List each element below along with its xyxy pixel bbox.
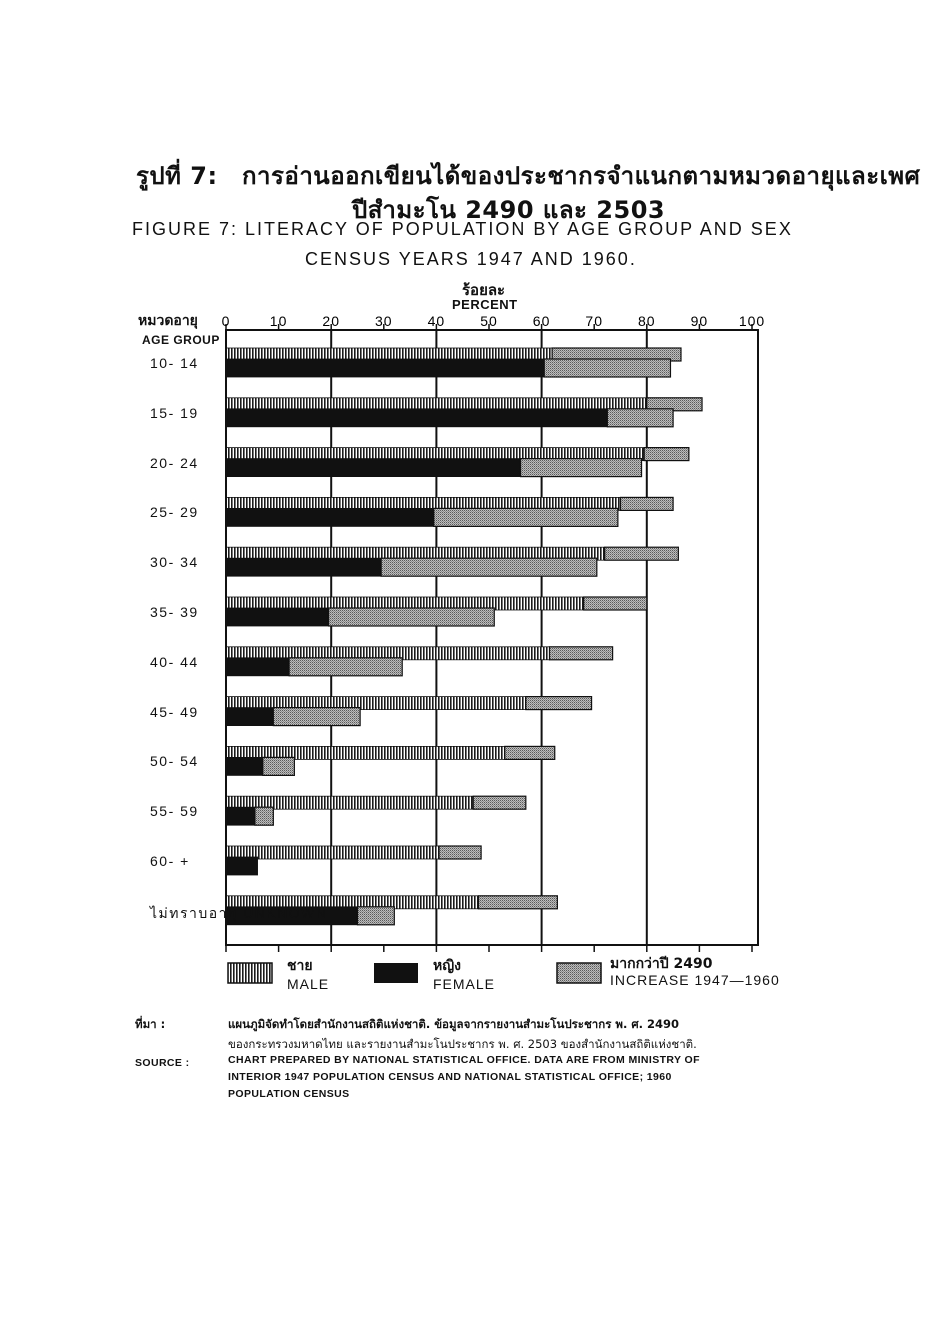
legend-increase-label: INCREASE 1947—1960 [610, 972, 780, 988]
tick-label-50: 50 [480, 313, 498, 329]
title-english-line2: CENSUS YEARS 1947 AND 1960. [305, 249, 637, 269]
bar-male-increase-10 [439, 846, 481, 859]
bar-female-2 [226, 459, 521, 477]
age-group-label-thai: หมวดอายุ [138, 313, 198, 329]
bar-male-increase-8 [505, 746, 555, 759]
source-label: SOURCE : [135, 1057, 190, 1069]
legend-male-label: MALE [287, 976, 330, 992]
source-label-thai: ที่มา : [135, 1017, 166, 1031]
tick-label-60: 60 [532, 313, 551, 329]
title-thai-line2: ปีสำมะโน 2490 และ 2503 [352, 196, 666, 224]
category-label-9: 55- 59 [150, 803, 199, 820]
legend-female-label: FEMALE [433, 976, 496, 992]
bar-male-increase-2 [644, 448, 689, 461]
bar-female-4 [226, 558, 381, 576]
legend-female-swatch [373, 962, 419, 984]
tick-label-0: 0 [221, 313, 231, 329]
bar-female-8 [226, 757, 263, 775]
category-label-7: 45- 49 [150, 703, 199, 720]
tick-label-30: 30 [375, 313, 393, 329]
bar-female-increase-2 [521, 459, 642, 477]
bar-female-3 [226, 508, 434, 526]
tick-label-100: 100 [738, 313, 766, 329]
figure-label-thai: รูปที่ 7: [136, 162, 218, 190]
tick-label-90: 90 [690, 313, 709, 329]
category-label-11: ไม่ทราบอายุ UNKNOWN [150, 904, 328, 921]
tick-label-10: 10 [269, 313, 288, 329]
tick-label-20: 20 [322, 313, 340, 329]
bar-male-increase-7 [526, 697, 592, 710]
legend-male-swatch [227, 962, 273, 984]
bar-female-1 [226, 409, 607, 427]
bar-female-increase-4 [381, 558, 597, 576]
category-label-8: 50- 54 [150, 753, 199, 770]
title-thai-line1: การอ่านออกเขียนได้ของประชากรจำแนกตามหมวดอายุและเพศ [242, 162, 921, 190]
bar-female-0 [226, 359, 544, 377]
category-label-0: 10- 14 [150, 355, 199, 371]
tick-label-70: 70 [585, 313, 603, 329]
bar-male-increase-3 [621, 497, 674, 510]
bar-female-increase-1 [607, 409, 673, 427]
category-label-1: 15- 19 [150, 404, 199, 421]
bar-female-increase-8 [263, 757, 295, 775]
source-thai-line2: ของกระทรวงมหาดไทย และรายงานสำมะโนประชากร พ. ศ. 2503 ของสำนักงานสถิติแห่งชาติ. [228, 1037, 697, 1051]
bar-female-increase-6 [289, 658, 402, 676]
bar-male-increase-9 [473, 796, 526, 809]
bar-female-increase-7 [273, 708, 360, 726]
category-label-6: 40- 44 [150, 653, 199, 670]
category-label-10: 60- + [150, 853, 190, 869]
bar-female-5 [226, 608, 329, 626]
category-label-4: 30- 34 [150, 554, 199, 571]
bar-female-increase-0 [544, 359, 670, 377]
legend-increase-swatch [556, 962, 602, 984]
bar-female-increase-5 [329, 608, 495, 626]
unit-label-thai: ร้อยละ [462, 281, 506, 299]
bar-female-6 [226, 658, 289, 676]
source-line2: INTERIOR 1947 POPULATION CENSUS AND NATIONAL STATISTICAL OFFICE; 1960 [228, 1071, 672, 1083]
unit-label: PERCENT [452, 297, 518, 312]
tick-label-80: 80 [638, 313, 656, 329]
bar-female-9 [226, 807, 255, 825]
bar-female-10 [226, 857, 258, 875]
bar-female-increase-3 [434, 508, 618, 526]
age-group-label: AGE GROUP [142, 333, 220, 347]
tick-label-40: 40 [427, 313, 446, 329]
legend-increase-thai: มากกว่าปี 2490 [610, 956, 713, 972]
source-thai-line1: แผนภูมิจัดทำโดยสำนักงานสถิติแห่งชาติ. ข้อมูลจากรายงานสำมะโนประชากร พ. ศ. 2490 [228, 1017, 680, 1031]
category-label-5: 35- 39 [150, 604, 199, 620]
source-line1: CHART PREPARED BY NATIONAL STATISTICAL OFFICE. DATA ARE FROM MINISTRY OF [228, 1054, 700, 1066]
bar-female-increase-9 [255, 807, 273, 825]
bar-male-increase-6 [549, 647, 612, 660]
source-line3: POPULATION CENSUS [228, 1088, 350, 1100]
bar-male-increase-11 [478, 896, 557, 909]
bar-male-increase-5 [584, 597, 647, 610]
bar-male-increase-4 [605, 547, 679, 560]
bars [226, 348, 702, 925]
bar-female-increase-11 [358, 907, 395, 925]
legend-female-thai: หญิง [433, 958, 461, 974]
category-label-3: 25- 29 [150, 504, 199, 521]
title-english-line1: FIGURE 7: LITERACY OF POPULATION BY AGE GROUP AND SEX [132, 219, 793, 239]
legend-male-thai: ชาย [287, 958, 313, 974]
category-label-2: 20- 24 [150, 454, 199, 471]
bar-female-7 [226, 708, 273, 726]
